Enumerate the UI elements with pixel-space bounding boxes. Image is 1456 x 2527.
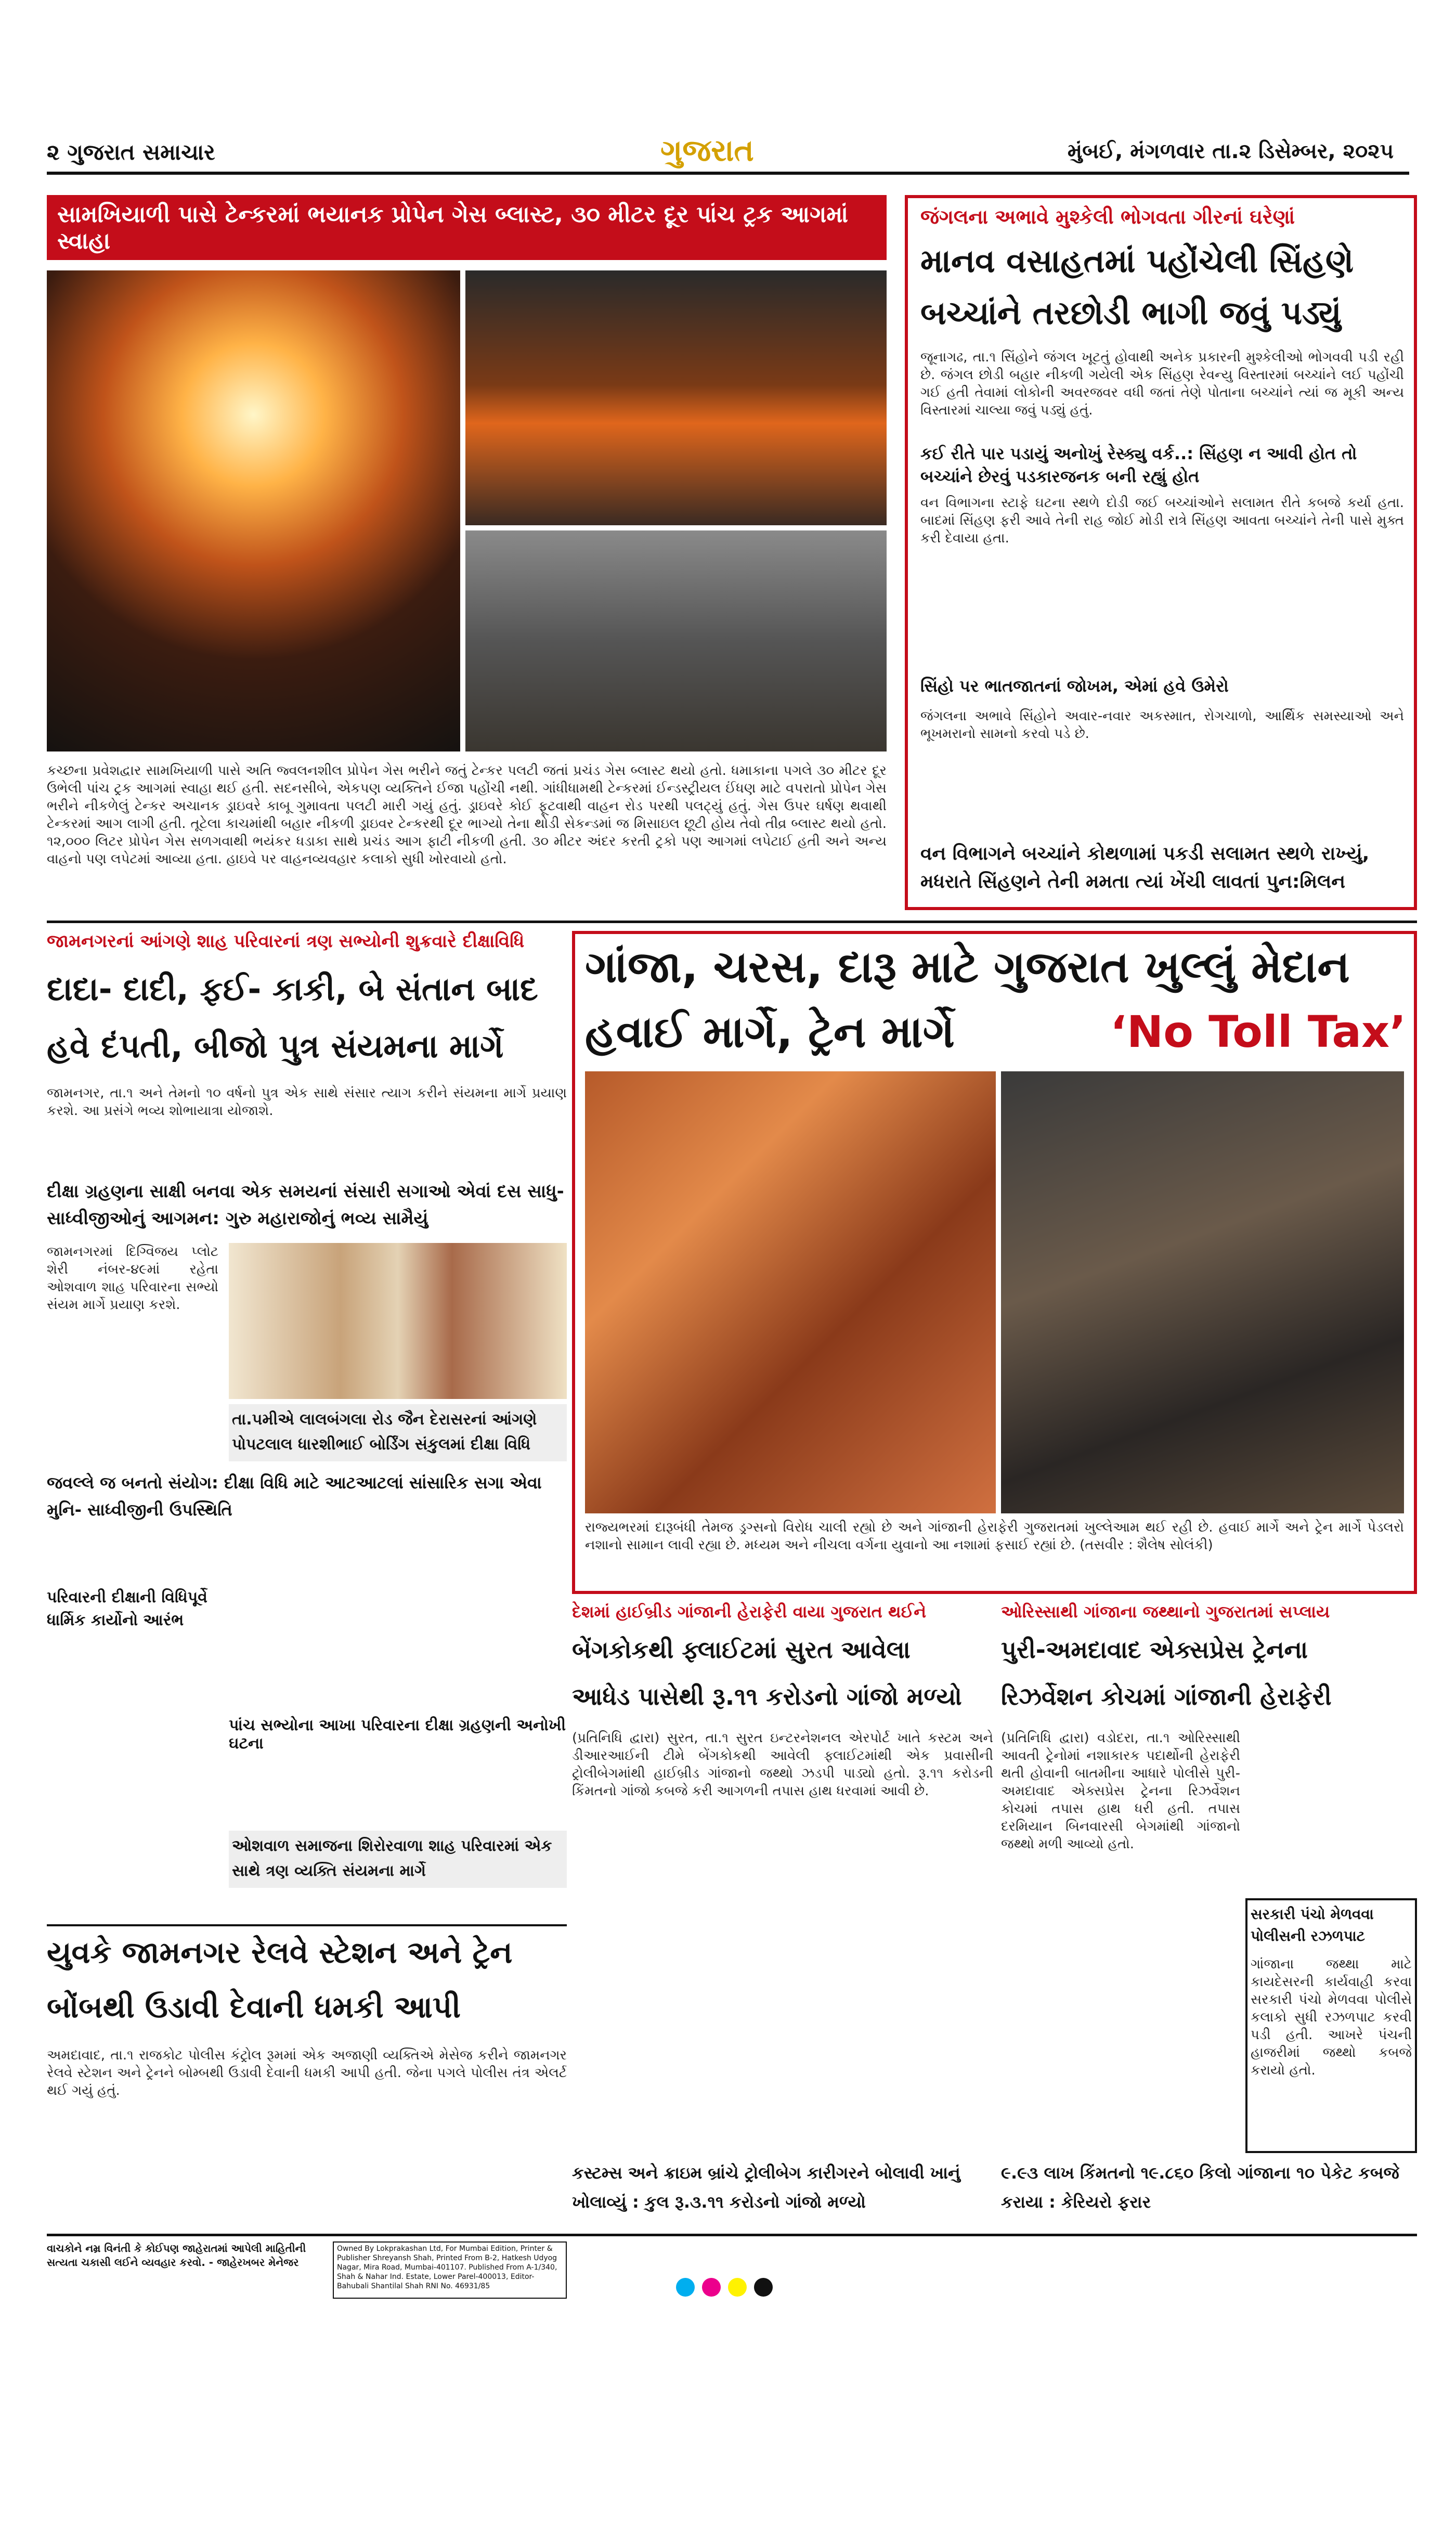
threat-body: અમદાવાદ, તા.૧ રાજકોટ પોલીસ કંટ્રોલ રૂમમાં એક અજાણી વ્યક્તિએ મેસેજ કરીને જામનગર રેલવે સ્ટેશન અને ટ્રેનને બોમ્બથી ઉડાવી દેવાની ધમકી આપી હતી. જેના પગલે પોલીસ તંત્ર એલર્ટ થઈ ગયું હતું.	[47, 2047, 567, 2098]
imprint-box: Owned By Lokprakashan Ltd, For Mumbai Edition, Printer & Publisher Shreyansh Shah, Printed From B-2, Hatkesh Udyog Nagar, Mira Road, Mumbai-401107. Published From A-1/340, Shah & Nahar Ind. Estate, Lower Parel-400013, Editor- Bahubali Shantilal Shah RNI No. 46931/85	[333, 2241, 567, 2299]
footer-notice: વાચકોને નમ્ર વિનંતી કે કોઈપણ જાહેરાતમાં આપેલી માહિતીની સત્યતા ચકાસી લઈને વ્યવહાર કરવો. - જાહેરખબર મેનેજર	[47, 2242, 306, 2269]
puri-footer: ૯.૯૩ લાખ કિંમતનો ૧૯.૮૬૦ કિલો ગાંજાના ૧૦ પેકેટ કબજે કરાયા : કેરિયરો ફરાર	[1001, 2163, 1399, 2212]
surat-kicker: દેશમાં હાઈબ્રીડ ગાંજાની હેરાફેરી વાયા ગુજરાત થઈને	[572, 1602, 927, 1622]
section-title: ગુજરાત	[660, 133, 754, 168]
panch-sidebox-title: સરકારી પંચો મેળવવા પોલીસની રઝળપાટ	[1251, 1906, 1374, 1945]
puri-body: (પ્રતિનિધિ દ્વારા) વડોદરા, તા.૧ ઓરિસ્સાથી આવતી ટ્રેનોમાં નશાકારક પદાર્થોની હેરાફેરી થતી હોવાની બાતમીના આધારે પોલીસે પુરી-અમદાવાદ એક્સપ્રેસ ટ્રેનના રિઝર્વેશન કોચમાં તપાસ હાથ ધરી હતી. તપાસ દરમિયાન બિનવારસી બેગમાંથી ગાંજાનો જથ્થો મળી આવ્યો હતો.	[1001, 1730, 1240, 1852]
footer-rule	[47, 2234, 1417, 2236]
diksha-body-1: જામનગર, તા.૧ અને તેમનો ૧૦ વર્ષનો પુત્ર એક સાથે સંસાર ત્યાગ કરીને સંયમના માર્ગે પ્રયાણ કરશે. આ પ્રસંગે ભવ્ય શોભાયાત્રા યોજાશે.	[47, 1085, 567, 1119]
lioness-subhead-2: સિંહો પર ભાતજાતનાં જોખમ, એમાં હવે ઉમેરો	[920, 676, 1229, 696]
puri-headline-2: રિઝર્વેશન કોચમાં ગાંજાની હેરાફેરી	[1001, 1682, 1332, 1710]
diksha-subhead-4: પરિવારની દીક્ષાની વિધિપૂર્વે ધાર્મિક કાર્યોનો આરંભ	[47, 1588, 207, 1629]
lioness-footer: વન વિભાગને બચ્ચાંને કોથળામાં પકડી સલામત સ્થળે રાખ્યું, મધરાતે સિંહણને તેની મમતા ત્યાં ખેંચી લાવતાં પુન:મિલન	[920, 843, 1370, 892]
diksha-body-2: જામનગરમાં દિગ્વિજય પ્લોટ શેરી નંબર-૪૯માં રહેતા ઓશવાળ શાહ પરિવારના સભ્યો સંયમ માર્ગે પ્રયાણ કરશે.	[47, 1244, 218, 1313]
drugs-caption: રાજ્યભરમાં દારૂબંધી તેમજ ડ્રગ્સનો વિરોધ ચાલી રહ્યો છે અને ગાંજાની હેરાફેરી ગુજરાતમાં ખુલ્લેઆમ થઈ રહી છે. હવાઈ માર્ગે અને ટ્રેન માર્ગે પેડલરો નશાનો સામાન લાવી રહ્યા છે. મધ્યમ અને નીચલા વર્ગના યુવાનો આ નશામાં ફસાઈ રહ્યાં છે. (તસવીર : શૈલેષ સોલંકી)	[585, 1520, 1404, 1553]
registration-dot-black	[754, 2278, 773, 2297]
lioness-kicker: જંગલના અભાવે મુશ્કેલી ભોગવતા ગીરનાં ઘરેણાં	[920, 205, 1295, 228]
lioness-subhead-1: કઈ રીતે પાર પડાયું અનોખું રેસ્ક્યુ વર્ક..: સિંહણ ન આવી હોત તો બચ્ચાંને છેરવું પડકારજનક બની રહ્યું હોત	[920, 444, 1357, 486]
blast-body: કચ્છના પ્રવેશદ્વાર સામખિયાળી પાસે અતિ જ્વલનશીલ પ્રોપેન ગેસ ભરીને જતું ટેન્કર પલટી જતાં પ્રચંડ ગેસ બ્લાસ્ટ થયો હતો. ધમાકાના પગલે ૩૦ મીટર દૂર ઉભેલી પાંચ ટ્રક આગમાં સ્વાહા થઈ હતી. સદનસીબે, એકપણ વ્યક્તિને ઈજા પહોંચી નથી. ગાંધીધામથી ટેન્કરમાં ઈન્ડસ્ટ્રીયલ ઈંધણ માટે વપરાતો પ્રોપેન ગેસ ભરીને નીકળેલું ટેન્કર અચાનક ડ્રાઇવરે કાબૂ ગુમાવતા પલટી મારી ગયું હતું. ડ્રાઇવરે કોઈ ફૂટવાથી વાહન રોડ પરથી પલટ્યું હતું. ગેસ ઉપર ઘર્ષણ થવાથી ટેન્કરમાં આગ લાગી હતી. તૂટેલા કાચમાંથી બહાર નીકળી ડ્રાઇવર ટેન્કરથી દૂર ભાગ્યો તેના થોડી સેકન્ડમાં જ મિસાઇલ છૂટી હોય તેવો તીવ્ર બ્લાસ્ટ થયો હતો. ૧૨,૦૦૦ લિટર પ્રોપેન ગેસ સળગવાથી ભયંકર ધડાકા સાથે પ્રચંડ આગ ફાટી નીકળી હતી. ૩૦ મીટર અંદર કરતી ટ્રકો પણ આગમાં લપેટાઈ હતી અને અન્ય વાહનો પણ લપેટમાં આવ્યા હતા. હાઇવે પર વાહનવ્યવહાર કલાકો સુધી ખોરવાયો હતો.	[47, 763, 887, 867]
panch-sidebox-body: ગાંજાના જથ્થા માટે કાયદેસરની કાર્યવાહી કરવા સરકારી પંચો મેળવવા પોલીસે કલાકો સુધી રઝળપાટ કરવી પડી હતી. આખરે પંચની હાજરીમાં જથ્થો કબજે કરાયો હતો.	[1251, 1956, 1412, 2078]
surat-footer: કસ્ટમ્સ અને ક્રાઇમ બ્રાંચે ટ્રોલીબેગ કારીગરને બોલાવી ખાનું ખોલાવ્યું : કુલ રૂ.૩.૧૧ કરોડનો ગાંજો મળ્યો	[572, 2163, 960, 2212]
registration-dot-magenta	[702, 2278, 721, 2297]
diksha-headline-2: હવે દંપતી, બીજો પુત્ર સંયમના માર્ગે	[47, 1027, 504, 1065]
registration-dot-yellow	[728, 2278, 747, 2297]
no-toll-tax-accent: ‘No Toll Tax’	[1110, 1006, 1407, 1057]
threat-headline-1: યુવકે જામનગર રેલવે સ્ટેશન અને ટ્રેન	[47, 1935, 513, 1970]
blast-fireball-photo	[47, 270, 460, 751]
blast-headline: સામખિયાળી પાસે ટેન્કરમાં ભયાનક પ્રોપેન ગેસ બ્લાસ્ટ, ૩૦ મીટર દૂર પાંચ ટ્રક આગમાં સ્વાહા	[47, 195, 887, 260]
puri-kicker: ઓરિસ્સાથી ગાંજાના જથ્થાનો ગુજરાતમાં સપ્લાય	[1001, 1602, 1330, 1622]
diksha-headline-1: દાદા- દાદી, ફઈ- કાકી, બે સંતાન બાદ	[47, 970, 538, 1008]
surat-headline-2: આધેડ પાસેથી રૂ.૧૧ કરોડનો ગાંજો મળ્યો	[572, 1682, 962, 1710]
diksha-subhead-6: ઓશવાળ સમાજના શિરોરવાળા શાહ પરિવારમાં એક સાથે ત્રણ વ્યક્તિ સંયમના માર્ગે	[229, 1831, 567, 1888]
diksha-subhead-2: તા.૫મીએ લાલબંગલા રોડ જૈન દેરાસરનાં આંગણે પોપટલાલ ધારશીભાઈ બોર્ડિંગ સંકુલમાં દીક્ષા વિધિ	[229, 1404, 567, 1461]
lioness-body-2: વન વિભાગના સ્ટાફે ઘટના સ્થળે દોડી જઈ બચ્ચાંઓને સલામત રીતે કબજે કર્યા હતા. બાદમાં સિંહણ ફરી આવે તેની રાહ જોઈ મોડી રાત્રે સિંહણ આવતા બચ્ચાંને તેની પાસે મુક્ત કરી દેવાયા હતા.	[920, 495, 1404, 546]
blast-night-fire-photo	[465, 270, 887, 525]
diksha-subhead-1: દીક્ષા ગ્રહણના સાક્ષી બનવા એક સમયનાં સંસારી સગાઓ એવાં દસ સાધુ- સાધ્વીજીઓનું આગમન: ગુરુ મહારાજોનું ભવ્ય સામૈયું	[47, 1181, 564, 1229]
lioness-headline-1: માનવ વસાહતમાં પહોંચેલી સિંહણે	[920, 242, 1354, 280]
drugs-headline-2: હવાઈ માર્ગે, ટ્રેન માર્ગે	[585, 1006, 955, 1057]
surat-headline-1: બેંગકોકથી ફ્લાઈટમાં સુરત આવેલા	[572, 1636, 911, 1664]
lioness-body-3: જંગલના અભાવે સિંહોને અવાર-નવાર અકસ્માત, રોગચાળો, આર્થિક સમસ્યાઓ અને ભૂખમરાનો સામનો કરવો પડે છે.	[920, 708, 1404, 742]
diksha-kicker: જામનગરનાં આંગણે શાહ પરિવારનાં ત્રણ સભ્યોની શુક્રવારે દીક્ષાવિધિ	[47, 931, 525, 952]
diksha-subhead-5: પાંચ સભ્યોના આખા પરિવારના દીક્ષા ગ્રહણની અનોખી ઘટના	[229, 1716, 566, 1753]
lioness-body-1: જૂનાગઢ, તા.૧ સિંહોને જંગલ ખૂટતું હોવાથી અનેક પ્રકારની મુશ્કેલીઓ ભોગવવી પડી રહી છે. જંગલ છોડી બહાર નીકળી ગયેલી એક સિંહણ રેવન્યુ વિસ્તારમાં બચ્ચાંને લઈ પહોંચી ગઈ હતી તેવામાં લોકોની અવરજવર વધી જતાં તેણે પોતાના બચ્ચાંને ત્યાં જ મૂકી અન્ય વિસ્તારમાં ચાલ્યા જવું પડ્યું હતું.	[920, 349, 1404, 418]
chillum-pipes-photo	[1001, 1071, 1404, 1513]
clay-pots-photo	[585, 1071, 996, 1513]
threat-separator	[47, 1924, 567, 1926]
burnt-trucks-photo	[465, 530, 887, 751]
date-line: મુંબઈ, મંગળવાર તા.૨ ડિસેમ્બર, ૨૦૨૫	[1067, 139, 1394, 163]
drugs-headline-1: ગાંજા, ચરસ, દારૂ માટે ગુજરાત ખુલ્લું મેદાન	[585, 941, 1350, 992]
page-number-paper-name: ૨ ગુજરાત સમાચાર	[47, 139, 215, 165]
diksha-family-photo	[229, 1243, 567, 1399]
lioness-headline-2: બચ્ચાંને તરછોડી ભાગી જવું પડ્યું	[920, 294, 1342, 332]
threat-headline-2: બોંબથી ઉડાવી દેવાની ધમકી આપી	[47, 1989, 461, 2025]
diksha-subhead-3: જવલ્લે જ બનતો સંયોગ: દીક્ષા વિધિ માટે આટઆટલાં સાંસારિક સગા એવા મુનિ- સાધ્વીજીની ઉપસ્થિતિ	[47, 1473, 542, 1520]
masthead-rule	[47, 172, 1409, 175]
registration-dot-cyan	[676, 2278, 695, 2297]
surat-body: (પ્રતિનિધિ દ્વારા) સુરત, તા.૧ સુરત ઇન્ટરનેશનલ એરપોર્ટ ખાતે કસ્ટમ અને ડીઆરઆઈની ટીમે બેંગકોકથી આવેલી ફ્લાઈટમાંથી એક પ્રવાસીની ટ્રોલીબેગમાંથી હાઈબ્રીડ ગાંજાનો જથ્થો ઝડપી પાડ્યો હતો. રૂ.૧૧ કરોડની કિંમતનો ગાંજો કબજે કરી આગળની તપાસ હાથ ધરવામાં આવી છે.	[572, 1730, 993, 1799]
row-separator	[47, 921, 1417, 923]
puri-headline-1: પુરી-અમદાવાદ એક્સપ્રેસ ટ્રેનના	[1001, 1636, 1308, 1664]
